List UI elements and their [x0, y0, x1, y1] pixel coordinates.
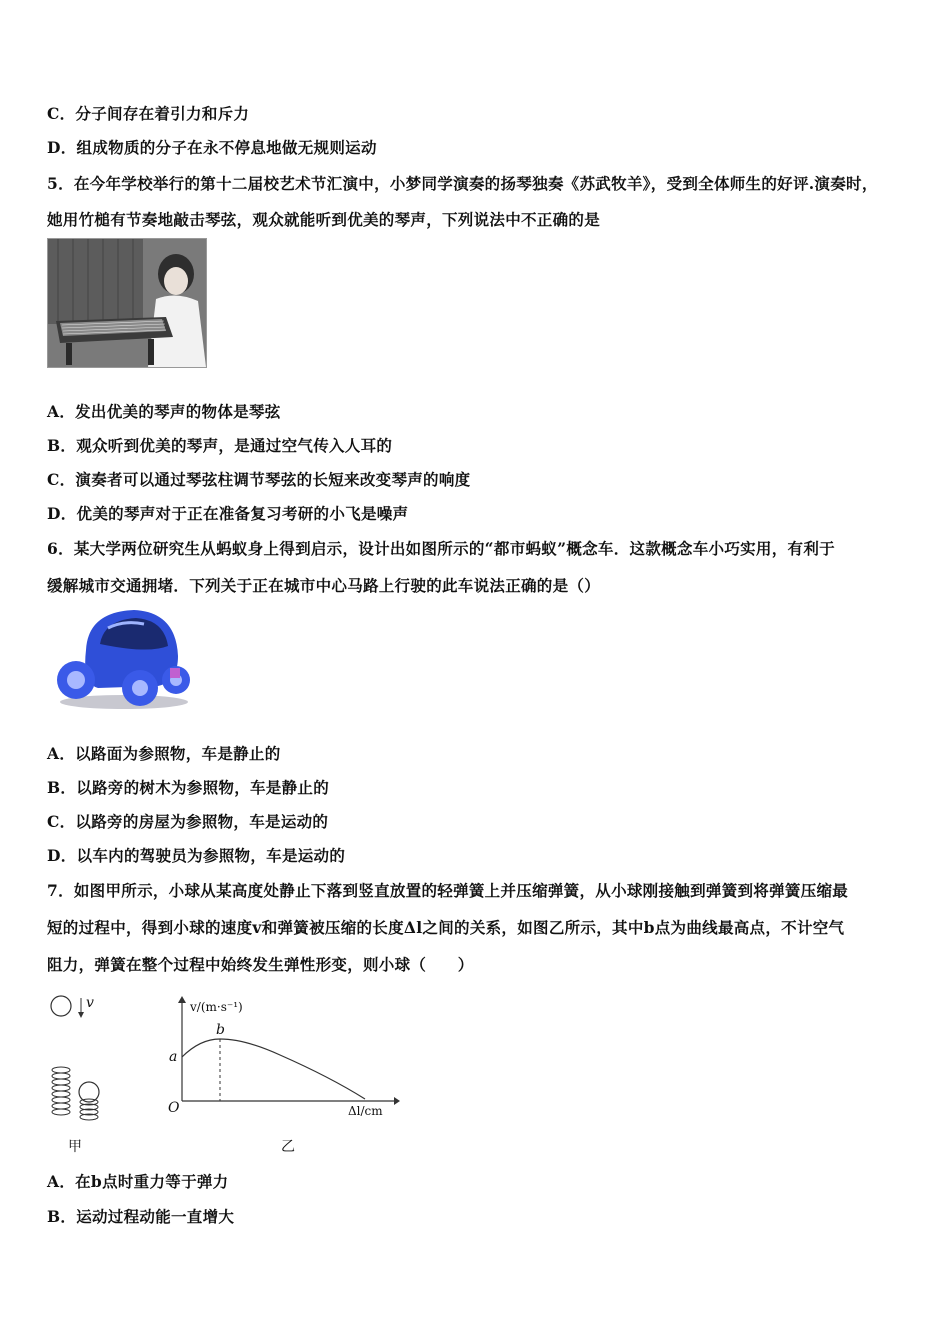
v-curve	[182, 1039, 365, 1099]
option-d-q5: D．优美的琴声对于正在准备复习考研的小飞是噪声	[47, 504, 409, 523]
option-d-q4: D．组成物质的分子在永不停息地做无规则运动	[47, 138, 377, 157]
option-a-q5: A．发出优美的琴声的物体是琴弦	[47, 402, 281, 421]
question-6-line1: 6．某大学两位研究生从蚂蚁身上得到启示，设计出如图所示的“都市蚂蚁”概念车．这款概念车小巧实用，有利于	[47, 539, 835, 558]
point-b-label: b	[216, 1022, 225, 1038]
option-b-q7: B．运动过程动能一直增大	[47, 1207, 235, 1226]
y-axis-label: v/(m·s⁻¹)	[190, 1000, 243, 1014]
question-5-line1: 5．在今年学校举行的第十二届校艺术节汇演中，小梦同学演奏的扬琴独奏《苏武牧羊》，受到全体师生的好评.演奏时，	[47, 174, 878, 193]
option-c-q5: C．演奏者可以通过琴弦柱调节琴弦的长短来改变琴声的响度	[47, 470, 471, 489]
caption-yi: 乙	[281, 1139, 295, 1155]
option-a-q6: A．以路面为参照物，车是静止的	[47, 744, 281, 763]
ball-spring-figure	[45, 990, 115, 1125]
point-a-label: a	[169, 1049, 178, 1065]
question-7-line1: 7．如图甲所示，小球从某高度处静止下落到竖直放置的轻弹簧上并压缩弹簧，从小球刚接触到弹簧到将弹簧压缩最	[47, 881, 849, 900]
option-a-q7: A．在b点时重力等于弹力	[47, 1172, 229, 1191]
option-b-q5: B．观众听到优美的琴声，是通过空气传入人耳的	[47, 436, 393, 455]
question-5-line2: 她用竹槌有节奏地敲击琴弦，观众就能听到优美的琴声，下列说法中不正确的是	[47, 210, 601, 229]
falling-ball	[51, 996, 71, 1016]
question-6-line2: 缓解城市交通拥堵．下列关于正在城市中心马路上行驶的此车说法正确的是（）	[47, 576, 601, 595]
x-axis-label: Δl/cm	[348, 1104, 383, 1118]
option-c-q4: C．分子间存在着引力和斥力	[47, 104, 250, 123]
yangqin-player-photo	[47, 238, 207, 368]
spring-left	[52, 1067, 70, 1115]
origin-label: O	[168, 1100, 180, 1116]
question-7-line2: 短的过程中，得到小球的速度v和弹簧被压缩的长度Δl之间的关系，如图乙所示，其中b点为曲线最高点，不计空气	[47, 918, 845, 937]
caption-jia: 甲	[68, 1139, 82, 1155]
option-c-q6: C．以路旁的房屋为参照物，车是运动的	[47, 812, 329, 831]
option-b-q6: B．以路旁的树木为参照物，车是静止的	[47, 778, 330, 797]
ant-concept-car-image	[48, 604, 196, 712]
option-d-q6: D．以车内的驾驶员为参照物，车是运动的	[47, 846, 346, 865]
v-label: v	[86, 995, 94, 1011]
question-7-line3: 阻力，弹簧在整个过程中始终发生弹性形变，则小球（ ）	[47, 955, 474, 974]
